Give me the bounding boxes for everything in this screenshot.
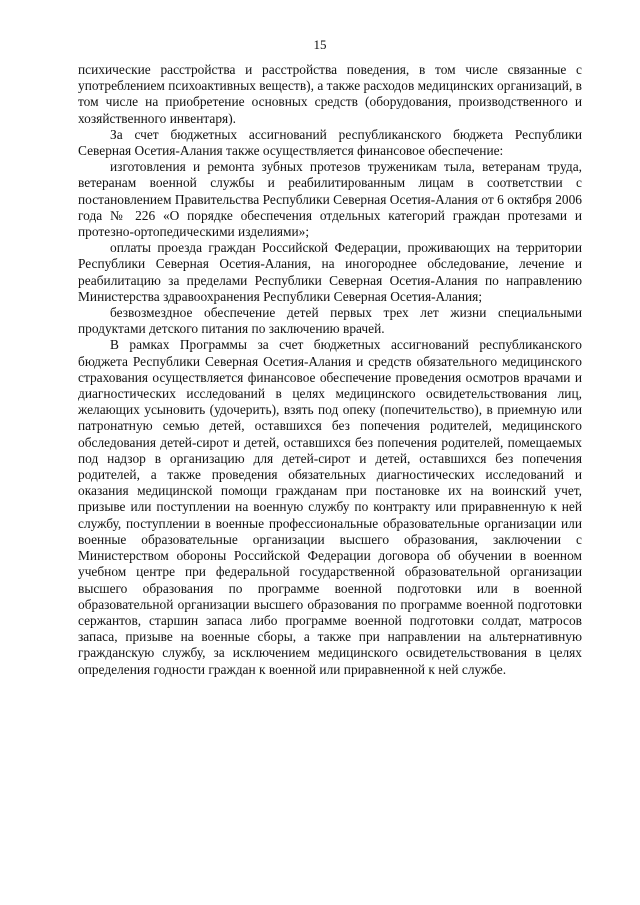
page-number: 15: [313, 37, 327, 52]
document-body: [78, 62, 582, 678]
paragraph-child-nutrition: безвозмездное обеспечение детей первых трех лет жизни специальными продуктами детского питания по заключению врачей.: [78, 305, 582, 337]
paragraph-travel-payment: оплаты проезда граждан Российской Федерации, проживающих на территории Республики Северная Осетия-Алания, на иногороднее обследование, лечение и реабилитацию за пределами Республики Северная Осетия-Алания по направлению Министерства здравоохранения Республики Северная Осетия-Алания;: [78, 240, 582, 304]
paragraph-examinations: В рамках Программы за счет бюджетных ассигнований республиканского бюджета Республики Северная Осетия-Алания и средств обязательного медицинского страхования осуществляется финансовое обеспечение проведения осмотров врачами и диагностических исследований в целях медицинского освидетельствования лиц, желающих усыновить (удочерить), взять под опеку (попечительство), в приемную или патронатную семью детей, оставшихся без попечения родителей, медицинского обследования детей-сирот и детей, оставшихся без попечения родителей, помещаемых под надзор в организацию для детей-сирот и детей, оставшихся без попечения родителей, а также проведения обязательных диагностических исследований и оказания медицинской помощи гражданам при постановке их на воинский учет, призыве или поступлении на военную службу по контракту или приравненную к ней службу, поступлении в военные профессиональные образовательные организации или военные образовательные организации высшего образования, заключении с Министерством обороны Российской Федерации договора об обучении в военном учебном центре при федеральной государственной образовательной организации высшего образования по программе военной подготовки или в военной образовательной организации высшего образования по программе военной подготовки сержантов, старшин запаса либо программе военной подготовки солдат, матросов запаса, призыве на военные сборы, а также при направлении на альтернативную гражданскую службу, за исключением медицинского освидетельствования в целях определения годности граждан к военной или приравненной к ней службе.: [78, 337, 582, 677]
paragraph-continuation: психические расстройства и расстройства поведения, в том числе связанные с употреблением психоактивных веществ), а также расходов медицинских организаций, в том числе на приобретение основных средств (оборудования, производственного и хозяйственного инвентаря).: [78, 62, 582, 126]
paragraph-funding-intro: За счет бюджетных ассигнований республиканского бюджета Республики Северная Осетия-Алания также осуществляется финансовое обеспечение:: [78, 126, 582, 159]
paragraph-dental-prosthetics: изготовления и ремонта зубных протезов труженикам тыла, ветеранам труда, ветеранам военной службы и реабилитированным лицам в соответствии с постановлением Правительства Республики Северная Осетия-Алания от 6 октября 2006 года № 226 «О порядке обеспечения отдельных категорий граждан протезами и протезно-ортопедическими изделиями»;: [78, 159, 582, 240]
